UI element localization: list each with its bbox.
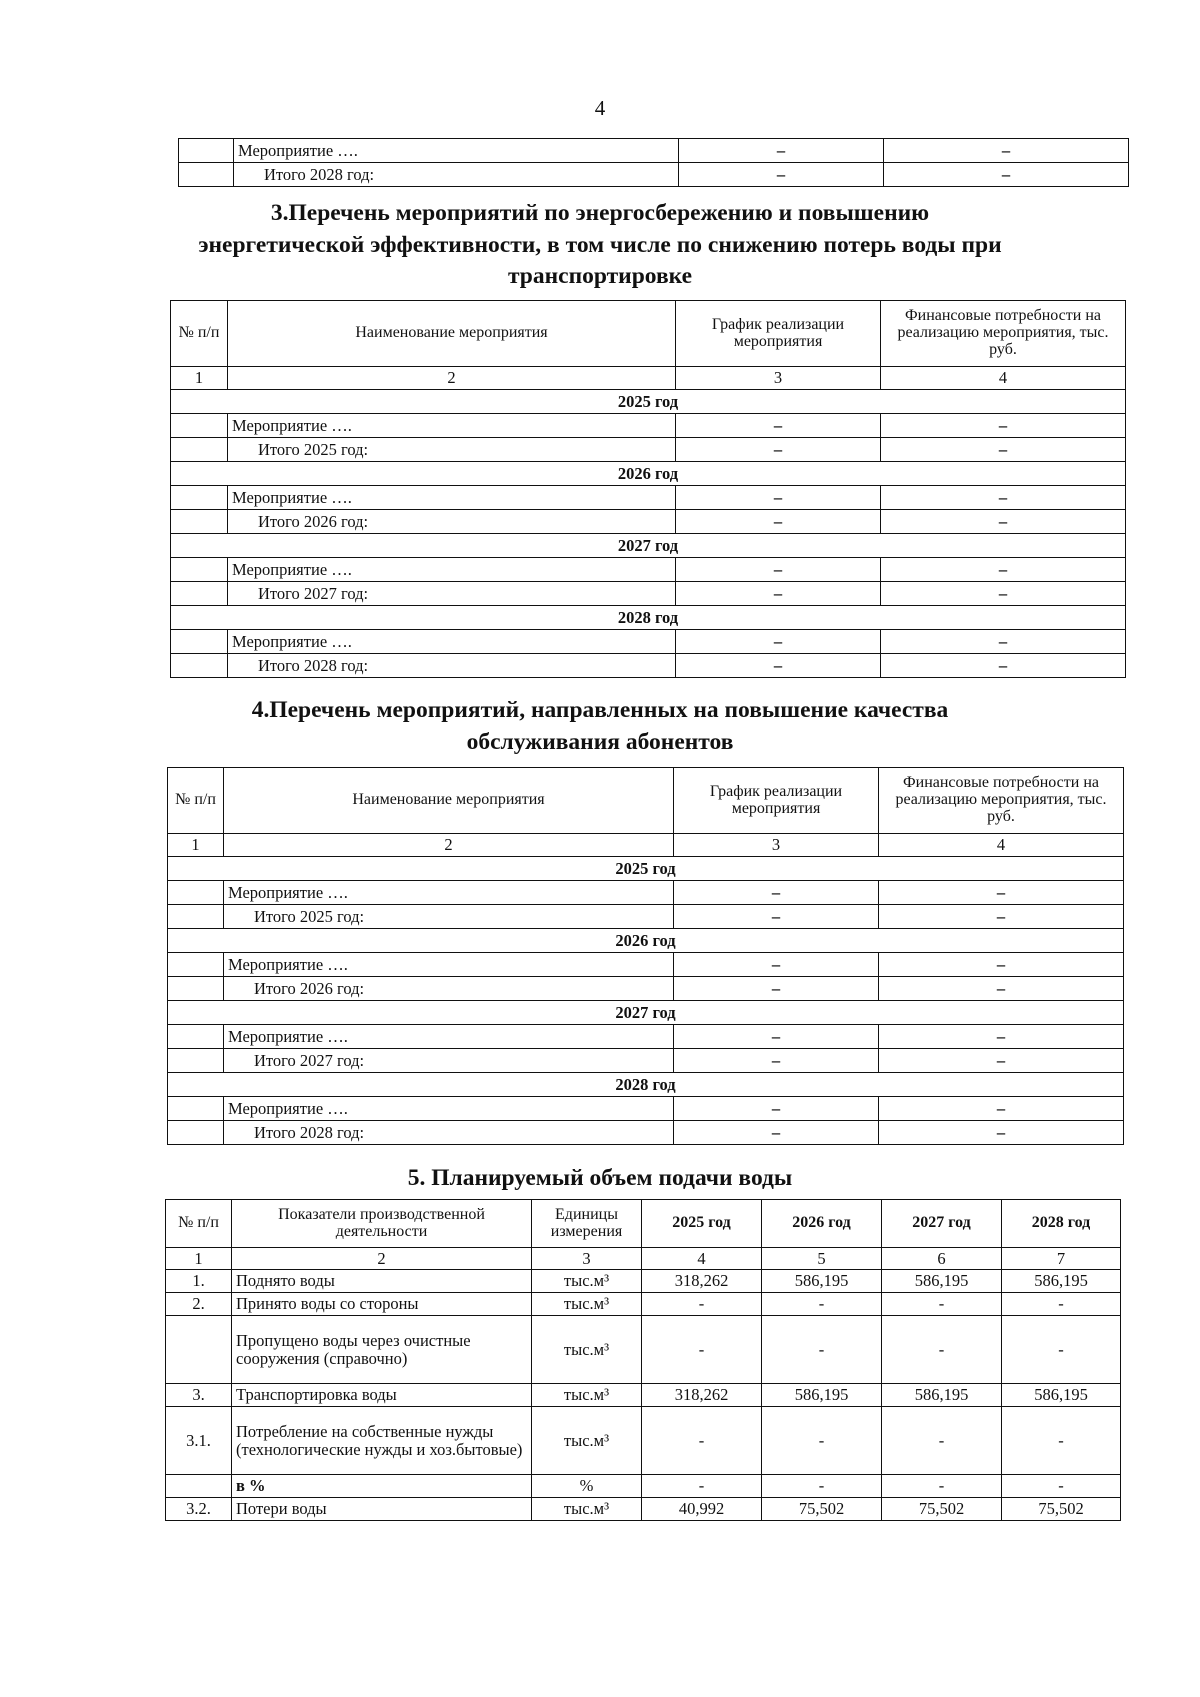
cell-total: Итого 2028 год: xyxy=(228,654,676,678)
cell-schedule: – xyxy=(674,1097,879,1121)
cell-num xyxy=(179,139,234,163)
value-2025: 318,262 xyxy=(642,1270,762,1293)
table-header-row xyxy=(166,1200,1121,1248)
table-row xyxy=(166,1384,1121,1407)
row-unit: тыс.м³ xyxy=(532,1293,642,1316)
table-row xyxy=(168,953,1124,977)
header-finance: Финансовые потребности на реализацию мероприятия, тыс. руб. xyxy=(881,301,1126,367)
section5-table xyxy=(165,1199,1121,1521)
header-year-2027: 2027 год xyxy=(882,1200,1002,1248)
section3-title-line3: транспортировке xyxy=(507,263,693,289)
cell-total: Итого 2026 год: xyxy=(228,510,676,534)
cell-schedule: – xyxy=(674,1121,879,1145)
cell-finance: – xyxy=(881,414,1126,438)
cell-total: Итого 2025 год: xyxy=(224,905,674,929)
header-num: № п/п xyxy=(166,1200,232,1248)
value-2028: - xyxy=(1002,1407,1121,1475)
table-row xyxy=(168,1025,1124,1049)
column-number-row xyxy=(171,367,1126,390)
top-continuation-table xyxy=(178,138,1129,187)
col-number: 2 xyxy=(224,834,674,857)
cell-schedule: – xyxy=(676,582,881,606)
page-number: 4 xyxy=(594,96,606,120)
year-label: 2027 год xyxy=(171,534,1126,558)
row-name: Транспортировка воды xyxy=(232,1384,532,1407)
col-number: 1 xyxy=(171,367,228,390)
section3-title-line1: 3.Перечень мероприятий по энергосбережению и повышению xyxy=(270,200,930,226)
cell-schedule: – xyxy=(679,163,884,187)
row-unit: тыс.м³ xyxy=(532,1384,642,1407)
row-name: Принято воды со стороны xyxy=(232,1293,532,1316)
cell-schedule: – xyxy=(674,953,879,977)
col-number: 4 xyxy=(881,367,1126,390)
cell-total: Итого 2027 год: xyxy=(224,1049,674,1073)
table-row xyxy=(168,977,1124,1001)
header-unit: Единицы измерения xyxy=(532,1200,642,1248)
value-2026: 586,195 xyxy=(762,1384,882,1407)
cell-total: Итого 2027 год: xyxy=(228,582,676,606)
value-2028: 586,195 xyxy=(1002,1270,1121,1293)
row-unit: тыс.м³ xyxy=(532,1498,642,1521)
section4-table xyxy=(167,767,1124,1145)
cell-num xyxy=(171,486,228,510)
cell-name: Мероприятие …. xyxy=(224,1097,674,1121)
cell-schedule: – xyxy=(674,881,879,905)
cell-schedule: – xyxy=(676,510,881,534)
cell-finance: – xyxy=(881,654,1126,678)
header-schedule: График реализации мероприятия xyxy=(674,768,879,834)
value-2027: - xyxy=(882,1316,1002,1384)
col-number: 6 xyxy=(882,1248,1002,1270)
cell-name: Мероприятие …. xyxy=(228,414,676,438)
value-2026: - xyxy=(762,1316,882,1384)
row-name: Потери воды xyxy=(232,1498,532,1521)
col-number: 7 xyxy=(1002,1248,1121,1270)
year-label: 2027 год xyxy=(168,1001,1124,1025)
cell-name: Мероприятие …. xyxy=(228,630,676,654)
section4-title-line1: 4.Перечень мероприятий, направленных на повышение качества xyxy=(251,697,949,723)
cell-num xyxy=(171,558,228,582)
value-2028: 586,195 xyxy=(1002,1384,1121,1407)
row-name: Поднято воды xyxy=(232,1270,532,1293)
table-row xyxy=(166,1293,1121,1316)
year-row xyxy=(171,534,1126,558)
cell-finance: – xyxy=(879,1121,1124,1145)
col-number: 3 xyxy=(674,834,879,857)
cell-schedule: – xyxy=(676,438,881,462)
cell-name: Мероприятие …. xyxy=(224,953,674,977)
cell-name: Мероприятие …. xyxy=(224,881,674,905)
cell-finance: – xyxy=(881,486,1126,510)
header-year-2028: 2028 год xyxy=(1002,1200,1121,1248)
table-row xyxy=(168,1097,1124,1121)
table-row xyxy=(166,1407,1121,1475)
col-number: 4 xyxy=(642,1248,762,1270)
table-row xyxy=(171,582,1126,606)
cell-num xyxy=(179,163,234,187)
column-number-row xyxy=(166,1248,1121,1270)
year-row xyxy=(168,929,1124,953)
cell-finance: – xyxy=(879,1025,1124,1049)
value-2028: - xyxy=(1002,1475,1121,1498)
column-number-row xyxy=(168,834,1124,857)
cell-name: Мероприятие …. xyxy=(234,139,679,163)
header-indicator: Показатели производственной деятельности xyxy=(232,1200,532,1248)
value-2027: 586,195 xyxy=(882,1270,1002,1293)
value-2028: 75,502 xyxy=(1002,1498,1121,1521)
year-row xyxy=(168,1001,1124,1025)
cell-schedule: – xyxy=(676,630,881,654)
row-unit: тыс.м³ xyxy=(532,1316,642,1384)
cell-num xyxy=(171,414,228,438)
value-2027: 586,195 xyxy=(882,1384,1002,1407)
table-row xyxy=(171,414,1126,438)
header-name: Наименование мероприятия xyxy=(224,768,674,834)
cell-total: Итого 2025 год: xyxy=(228,438,676,462)
cell-schedule: – xyxy=(674,977,879,1001)
cell-name: Мероприятие …. xyxy=(228,486,676,510)
cell-num xyxy=(171,654,228,678)
value-2026: - xyxy=(762,1475,882,1498)
cell-schedule: – xyxy=(676,558,881,582)
cell-schedule: – xyxy=(676,486,881,510)
col-number: 3 xyxy=(676,367,881,390)
cell-finance: – xyxy=(881,630,1126,654)
header-name: Наименование мероприятия xyxy=(228,301,676,367)
year-row xyxy=(171,462,1126,486)
table-row xyxy=(179,139,1129,163)
year-label: 2025 год xyxy=(168,857,1124,881)
cell-finance: – xyxy=(884,139,1129,163)
table-header-row xyxy=(168,768,1124,834)
cell-schedule: – xyxy=(674,1025,879,1049)
cell-num xyxy=(168,1121,224,1145)
table-row xyxy=(171,654,1126,678)
value-2026: - xyxy=(762,1407,882,1475)
value-2026: 75,502 xyxy=(762,1498,882,1521)
year-label: 2026 год xyxy=(168,929,1124,953)
table-row xyxy=(166,1498,1121,1521)
table-row xyxy=(166,1316,1121,1384)
cell-schedule: – xyxy=(674,1049,879,1073)
section5-title: 5. Планируемый объем подачи воды xyxy=(407,1165,793,1191)
row-unit: % xyxy=(532,1475,642,1498)
col-number: 2 xyxy=(232,1248,532,1270)
row-name: Пропущено воды через очистные сооружения (справочно) xyxy=(232,1316,532,1384)
row-name: в % xyxy=(232,1475,532,1498)
header-finance: Финансовые потребности на реализацию мероприятия, тыс. руб. xyxy=(879,768,1124,834)
section3-table xyxy=(170,300,1126,678)
value-2025: 40,992 xyxy=(642,1498,762,1521)
col-number: 1 xyxy=(168,834,224,857)
cell-num xyxy=(168,1049,224,1073)
cell-num xyxy=(171,582,228,606)
cell-name: Мероприятие …. xyxy=(224,1025,674,1049)
value-2025: 318,262 xyxy=(642,1384,762,1407)
cell-finance: – xyxy=(879,1097,1124,1121)
cell-schedule: – xyxy=(679,139,884,163)
table-row xyxy=(166,1475,1121,1498)
value-2028: - xyxy=(1002,1293,1121,1316)
cell-num xyxy=(171,438,228,462)
cell-total: Итого 2028 год: xyxy=(224,1121,674,1145)
cell-finance: – xyxy=(879,905,1124,929)
value-2028: - xyxy=(1002,1316,1121,1384)
year-label: 2025 год xyxy=(171,390,1126,414)
cell-finance: – xyxy=(881,582,1126,606)
cell-num xyxy=(168,1097,224,1121)
row-num: 1. xyxy=(166,1270,232,1293)
row-num xyxy=(166,1316,232,1384)
cell-num xyxy=(168,881,224,905)
row-num xyxy=(166,1475,232,1498)
cell-finance: – xyxy=(879,881,1124,905)
value-2025: - xyxy=(642,1475,762,1498)
value-2026: - xyxy=(762,1293,882,1316)
cell-num xyxy=(168,905,224,929)
section3-title-line2: энергетической эффективности, в том числе по снижению потерь воды при xyxy=(198,232,1002,258)
cell-num xyxy=(168,953,224,977)
cell-num xyxy=(171,630,228,654)
table-row xyxy=(179,163,1129,187)
row-name: Потребление на собственные нужды (технологические нужды и хоз.бытовые) xyxy=(232,1407,532,1475)
cell-finance: – xyxy=(879,977,1124,1001)
cell-finance: – xyxy=(879,953,1124,977)
table-row xyxy=(168,1121,1124,1145)
year-row xyxy=(168,1073,1124,1097)
value-2025: - xyxy=(642,1407,762,1475)
table-row xyxy=(168,905,1124,929)
value-2026: 586,195 xyxy=(762,1270,882,1293)
row-unit: тыс.м³ xyxy=(532,1407,642,1475)
year-row xyxy=(171,606,1126,630)
table-row xyxy=(171,558,1126,582)
cell-num xyxy=(168,1025,224,1049)
cell-finance: – xyxy=(881,510,1126,534)
table-row xyxy=(166,1270,1121,1293)
row-num: 3. xyxy=(166,1384,232,1407)
header-num: № п/п xyxy=(171,301,228,367)
col-number: 4 xyxy=(879,834,1124,857)
cell-num xyxy=(171,510,228,534)
value-2027: - xyxy=(882,1407,1002,1475)
header-year-2026: 2026 год xyxy=(762,1200,882,1248)
cell-schedule: – xyxy=(676,654,881,678)
cell-num xyxy=(168,977,224,1001)
row-num: 3.2. xyxy=(166,1498,232,1521)
table-row xyxy=(171,630,1126,654)
value-2025: - xyxy=(642,1293,762,1316)
cell-finance: – xyxy=(879,1049,1124,1073)
cell-schedule: – xyxy=(674,905,879,929)
cell-finance: – xyxy=(884,163,1129,187)
cell-finance: – xyxy=(881,438,1126,462)
table-row xyxy=(171,510,1126,534)
cell-finance: – xyxy=(881,558,1126,582)
cell-schedule: – xyxy=(676,414,881,438)
year-row xyxy=(168,857,1124,881)
year-row xyxy=(171,390,1126,414)
col-number: 3 xyxy=(532,1248,642,1270)
row-num: 2. xyxy=(166,1293,232,1316)
section4-title-line2: обслуживания абонентов xyxy=(466,729,734,755)
value-2027: - xyxy=(882,1475,1002,1498)
col-number: 1 xyxy=(166,1248,232,1270)
value-2027: 75,502 xyxy=(882,1498,1002,1521)
header-num: № п/п xyxy=(168,768,224,834)
year-label: 2028 год xyxy=(168,1073,1124,1097)
col-number: 5 xyxy=(762,1248,882,1270)
value-2027: - xyxy=(882,1293,1002,1316)
row-unit: тыс.м³ xyxy=(532,1270,642,1293)
table-row xyxy=(171,438,1126,462)
row-num: 3.1. xyxy=(166,1407,232,1475)
table-header-row xyxy=(171,301,1126,367)
cell-name: Мероприятие …. xyxy=(228,558,676,582)
table-row xyxy=(168,881,1124,905)
cell-name: Итого 2028 год: xyxy=(234,163,679,187)
header-schedule: График реализации мероприятия xyxy=(676,301,881,367)
table-row xyxy=(168,1049,1124,1073)
col-number: 2 xyxy=(228,367,676,390)
cell-total: Итого 2026 год: xyxy=(224,977,674,1001)
value-2025: - xyxy=(642,1316,762,1384)
year-label: 2028 год xyxy=(171,606,1126,630)
header-year-2025: 2025 год xyxy=(642,1200,762,1248)
year-label: 2026 год xyxy=(171,462,1126,486)
table-row xyxy=(171,486,1126,510)
